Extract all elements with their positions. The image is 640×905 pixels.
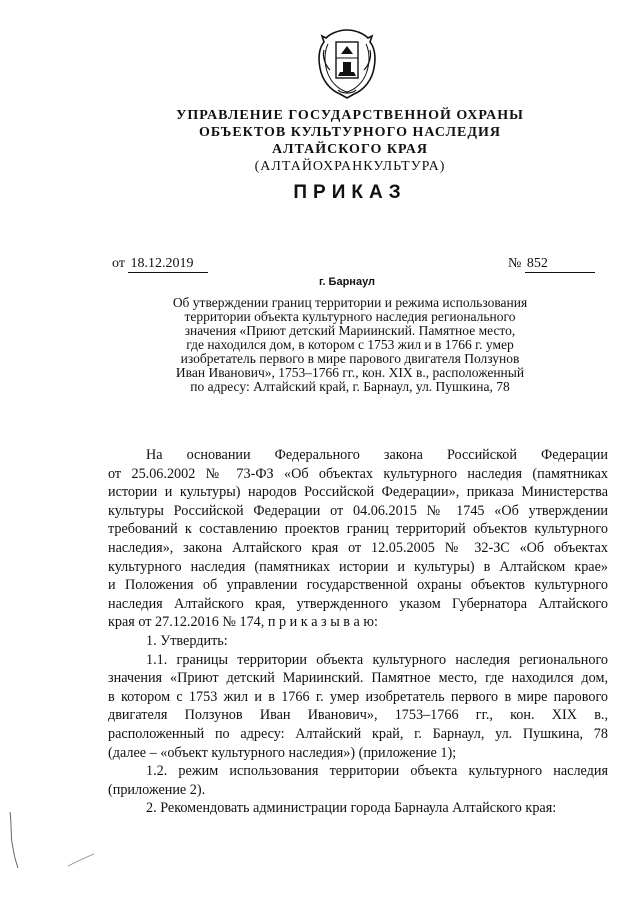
scan-artifact-mark	[66, 850, 96, 870]
number-value: 852	[525, 256, 595, 273]
issuing-authority-header	[150, 107, 550, 175]
body-line: На основании Федерального закона Российской Федерации	[146, 447, 608, 463]
document-date	[112, 256, 208, 273]
body-line: (приложение 2).	[108, 781, 206, 798]
document-body	[108, 446, 608, 818]
body-line: 1.2. режим использования территории объекта культурного наследия	[146, 763, 608, 780]
body-line: истории и культуры) народов Российской Федерации», приказа Министерства	[108, 484, 608, 501]
document-city: г. Барнаул	[318, 276, 376, 288]
subject-line: по адресу: Алтайский край, г. Барнаул, ул. Пушкина, 78	[190, 379, 510, 394]
authority-name-line-2: ОБЪЕКТОВ КУЛЬТУРНОГО НАСЛЕДИЯ	[199, 125, 501, 140]
date-value: 18.12.2019	[128, 256, 208, 273]
body-line: значения «Приют детский Мариинский. Памятное место, где находился дом,	[108, 670, 608, 687]
document-number	[508, 256, 595, 273]
coat-of-arms-emblem	[316, 28, 378, 100]
subject-line: Об утверждении границ территории и режима использования	[172, 295, 528, 310]
body-line: наследия», закона Алтайского края от 12.05.2005 № 32-ЗС «Об объектах	[108, 539, 608, 556]
subject-line: территории объекта культурного наследия регионального	[184, 309, 516, 324]
authority-short-name: (АЛТАЙОХРАНКУЛЬТУРА)	[254, 159, 446, 174]
body-line: края от 27.12.2016 № 174, п р и к а з ы в а ю:	[108, 614, 378, 631]
body-line: требований к составлению проектов границ территорий объектов культурного	[108, 521, 608, 538]
subject-line: изобретатель первого в мире парового двигателя Ползунов	[180, 351, 520, 366]
document-subject	[140, 296, 560, 394]
body-line: расположенный по адресу: Алтайский край, г. Барнаул, ул. Пушкина, 78	[108, 725, 608, 742]
body-line: (далее – «объект культурного наследия») (приложение 1);	[108, 744, 457, 761]
body-line: 1. Утвердить:	[146, 632, 228, 649]
subject-line: Иван Иванович», 1753–1766 гг., кон. XIX в., расположенный	[175, 365, 525, 380]
subject-line: где находился дом, в котором с 1753 жил и в 1766 г. умер	[186, 337, 514, 352]
body-line: наследия Алтайского края, утвержденного указом Губернатора Алтайского	[108, 595, 608, 612]
authority-name-line-1: УПРАВЛЕНИЕ ГОСУДАРСТВЕННОЙ ОХРАНЫ	[176, 108, 524, 123]
body-line: культуры Российской Федерации от 04.06.2015 № 1745 «Об утверждении	[108, 502, 608, 519]
body-line: 1.1. границы территории объекта культурного наследия регионального	[146, 651, 608, 668]
subject-line: значения «Приют детский Мариинский. Памятное место,	[184, 323, 516, 338]
number-prefix: №	[508, 256, 522, 271]
document-type-title: ПРИКАЗ	[293, 182, 407, 203]
date-prefix: от	[112, 256, 125, 271]
body-line: в котором с 1753 жил и в 1766 г. умер изобретатель первого в мире парового	[108, 688, 608, 705]
body-line: двигателя Ползунов Иван Иванович», 1753–1766 гг., кон. XIX в.,	[108, 707, 608, 724]
scan-artifact-mark	[4, 810, 24, 870]
body-line: от 25.06.2002 № 73-ФЗ «Об объектах культурного наследия (памятниках	[108, 465, 608, 482]
body-line: и Положения об управлении государственной охраны объектов культурного	[108, 577, 608, 594]
body-line: культурного наследия (памятниках истории и культуры) в Алтайском крае»	[108, 558, 608, 575]
body-line: 2. Рекомендовать администрации города Барнаула Алтайского края:	[146, 800, 557, 817]
authority-name-line-3: АЛТАЙСКОГО КРАЯ	[271, 142, 429, 157]
